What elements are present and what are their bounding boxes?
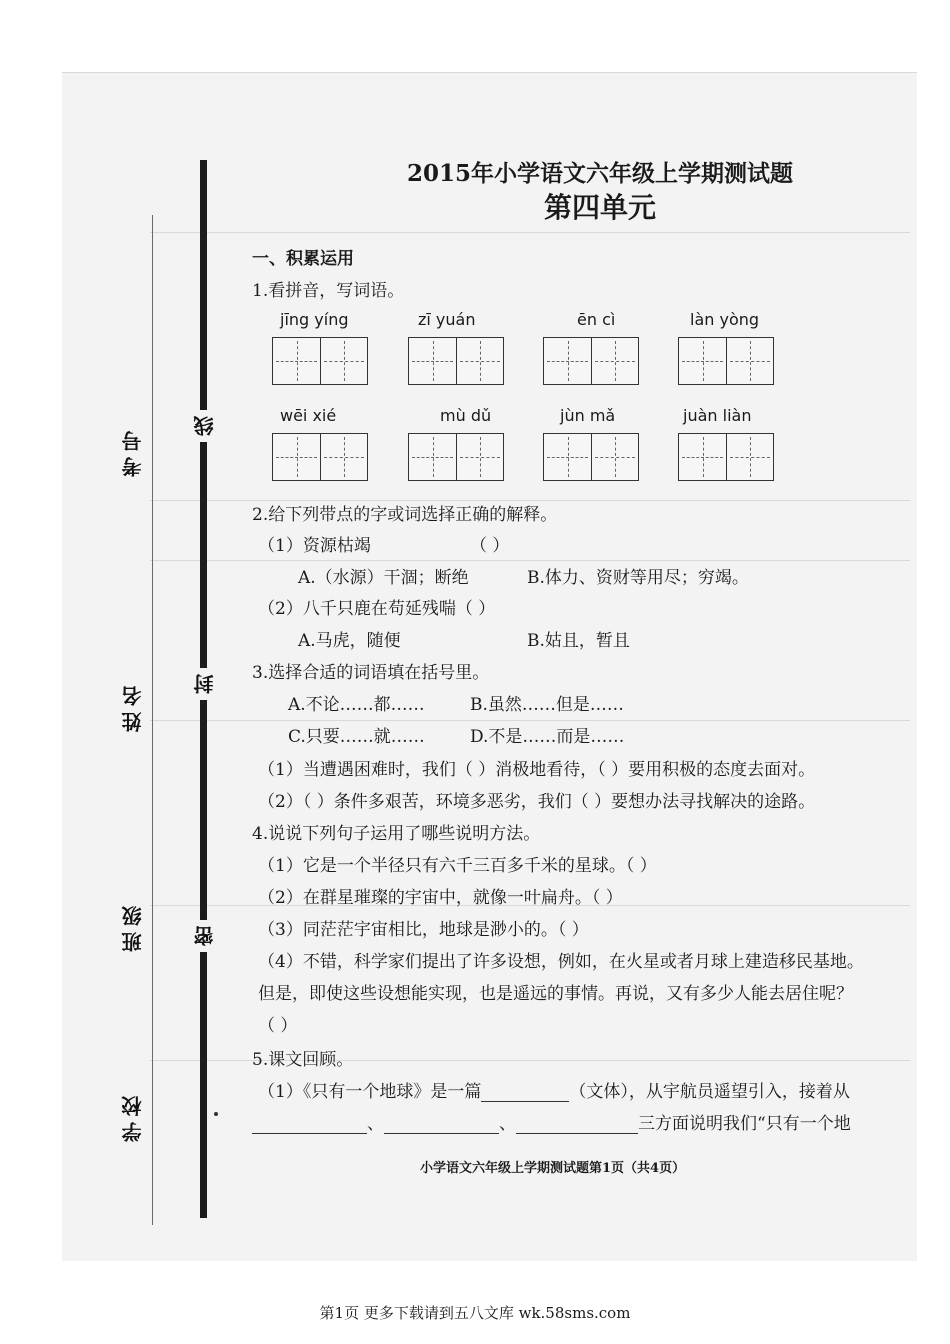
pinyin-label: wēi xié	[280, 406, 337, 425]
pinyin-label: zī yuán	[418, 310, 476, 329]
pinyin-label: làn yòng	[690, 310, 760, 329]
q2-item1-option-b: B.体力、资财等用尽；穷竭。	[527, 568, 749, 588]
q5-s1-mid: （文体），从宇航员遥望引入，接着从	[569, 1082, 850, 1102]
q4-sentence-4-cont: 但是，即使这些设想能实现，也是遥远的事情。再说，又有多少人能去居住呢？	[258, 984, 853, 1004]
section-heading: 一、积累运用	[252, 249, 354, 269]
writing-grid[interactable]	[272, 337, 368, 385]
fill-blank[interactable]	[384, 1113, 499, 1134]
q3-option-d: D.不是……而是……	[470, 727, 625, 747]
separator: 、	[367, 1114, 384, 1134]
writing-grid[interactable]	[272, 433, 368, 481]
q2-prompt: 2.给下列带点的字或词选择正确的解释。	[252, 505, 558, 525]
q3-sentence-1: （1）当遭遇困难时，我们（ ）消极地看待，（ ）要用积极的态度去面对。	[258, 760, 816, 780]
q4-sentence-1: （1）它是一个半径只有六千三百多千米的星球。（ ）	[258, 856, 657, 876]
q2-item1: （1）资源枯竭	[258, 536, 371, 556]
q3-sentence-2: （2）（ ）条件多艰苦，环境多恶劣，我们（ ）要想办法寻找解决的途路。	[258, 792, 816, 812]
answer-paren[interactable]: （ ）	[258, 1016, 298, 1036]
answer-paren[interactable]: （ ）	[470, 536, 510, 556]
seal-word-mi: 密	[190, 920, 219, 952]
pinyin-label: ēn cì	[577, 310, 616, 329]
writing-grid[interactable]	[543, 337, 639, 385]
margin-dot	[214, 1112, 218, 1116]
q3-option-c: C.只要……就……	[288, 727, 425, 747]
writing-grid[interactable]	[543, 433, 639, 481]
label-xuexiao: 学校	[121, 1090, 145, 1142]
writing-grid[interactable]	[408, 337, 504, 385]
fill-blank[interactable]	[481, 1081, 569, 1102]
label-kaohao: 考号	[121, 425, 145, 477]
label-xingming: 姓名	[121, 680, 145, 732]
q2-item2-option-a: A.马虎，随便	[298, 631, 401, 651]
fill-blank[interactable]	[252, 1113, 367, 1134]
download-footer: 第1页 更多下载请到五八文库 wk.58sms.com	[319, 1304, 631, 1322]
q1-prompt: 1.看拼音，写词语。	[252, 281, 405, 301]
q3-prompt: 3.选择合适的词语填在括号里。	[252, 663, 490, 683]
pinyin-label: jùn mǎ	[560, 406, 616, 425]
q3-option-a: A.不论……都……	[288, 695, 425, 715]
separator: 、	[499, 1114, 516, 1134]
margin-thin-rule	[152, 215, 153, 1225]
exam-title: 2015年小学语文六年级上学期测试题	[406, 160, 793, 187]
q5-sentence-1-cont	[252, 1109, 851, 1134]
pinyin-label: juàn liàn	[683, 406, 752, 425]
q4-sentence-3: （3）同茫茫宇宙相比，地球是渺小的。（ ）	[258, 920, 589, 940]
q5-prompt: 5.课文回顾。	[252, 1050, 354, 1070]
pinyin-label: jīng yíng	[280, 310, 349, 329]
fill-blank[interactable]	[516, 1113, 638, 1134]
q2-item2: （2）八千只鹿在苟延残喘（ ）	[258, 599, 496, 619]
q2-item2-option-b: B.姑且，暂且	[527, 631, 630, 651]
writing-grid[interactable]	[678, 433, 774, 481]
writing-grid[interactable]	[678, 337, 774, 385]
writing-grid[interactable]	[408, 433, 504, 481]
pinyin-label: mù dǔ	[440, 406, 492, 425]
label-banji: 班级	[121, 900, 145, 952]
unit-title: 第四单元	[543, 191, 656, 224]
q5-sentence-1	[258, 1077, 850, 1102]
q3-option-b: B.虽然……但是……	[470, 695, 624, 715]
q4-prompt: 4.说说下列句子运用了哪些说明方法。	[252, 824, 541, 844]
q5-s1-start: （1）《只有一个地球》是一篇	[258, 1082, 482, 1102]
q5-s1-end: 三方面说明我们“只有一个地	[638, 1114, 851, 1134]
seal-word-feng: 封	[190, 668, 219, 700]
inner-page-footer: 小学语文六年级上学期测试题第1页（共4页）	[420, 1161, 686, 1176]
seal-word-xian: 线	[190, 410, 219, 442]
q4-sentence-2: （2）在群星璀璨的宇宙中，就像一叶扁舟。（ ）	[258, 888, 623, 908]
q4-sentence-4: （4）不错，科学家们提出了许多设想，例如，在火星或者月球上建造移民基地。	[258, 952, 864, 972]
q2-item1-option-a: A.（水源）干涸；断绝	[298, 568, 469, 588]
